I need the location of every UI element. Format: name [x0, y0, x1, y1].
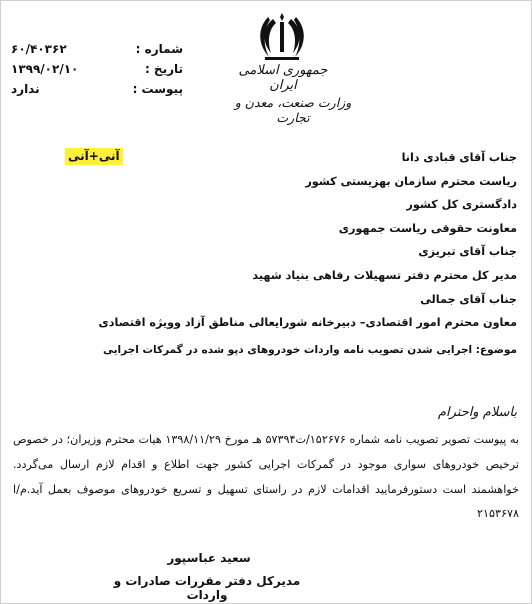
greeting: باسلام واحترام — [437, 405, 517, 420]
urgency-highlight: آنی+آنی — [65, 148, 123, 165]
signatory-name: سعید عباسپور — [167, 551, 251, 565]
signatory-title: مدیرکل دفتر مقررات صادرات و واردات — [113, 574, 301, 602]
recipient-line: مدیر کل محترم دفتر تسهیلات رفاهی بنیاد شهید — [252, 268, 517, 282]
meta-attachment-label: پیوست : — [132, 82, 183, 96]
recipient-line: معاونت حقوقی ریاست جمهوری — [338, 221, 517, 235]
letter-subject: موضوع: اجرایی شدن تصویب نامه واردات خودروهای دپو شده در گمرکات اجرایی — [102, 344, 517, 356]
recipient-line: جناب آقای قبادی دانا — [401, 151, 517, 164]
recipient-line: ریاست محترم سازمان بهزیستی کشور — [305, 174, 517, 188]
meta-date-value: ۱۳۹۹/۰۲/۱۰ — [11, 62, 79, 76]
government-title: جمهوری اسلامی ایران — [238, 63, 328, 93]
meta-attachment-row — [11, 79, 183, 99]
meta-date-label: تاریخ : — [144, 62, 183, 76]
letter-meta — [11, 39, 183, 99]
recipient-line: معاون محترم امور اقتصادی– دبیرخانه شورایعالی مناطق آزاد وویژه اقتصادی — [98, 316, 517, 330]
meta-attachment-value: ندارد — [11, 82, 40, 96]
recipients-list — [37, 146, 517, 335]
meta-number-value: ۶۰/۴۰۳۶۲ — [11, 42, 67, 56]
recipient-line: جناب آقای تبریزی — [418, 245, 517, 259]
recipient-line: جناب آقای جمالی — [420, 292, 517, 306]
meta-number-label: شماره : — [135, 42, 183, 56]
iran-emblem-icon — [259, 11, 305, 63]
meta-number-row — [11, 39, 183, 59]
letter-body: به پیوست تصویر تصویب نامه شماره ۱۵۲۶۷۶/ت۵۷۳۹۴ هـ مورخ ۱۳۹۸/۱۱/۲۹ هیات محترم وزیران؛ در خصوص ترخیص خودروهای سواری موجود در گمرکات اجرایی کشور جهت اطلاع و اقدام لازم ارسال می‌گردد. خواهشمند است دستورفرمایید اقدامات لازم در راستای تسهیل و تسریع خودروهای موصوف بعمل آید.م/ا ۲۱۵۳۶۷۸ — [13, 433, 519, 521]
recipient-line: دادگستری کل کشور — [406, 198, 517, 212]
ministry-title: وزارت صنعت، معدن و تجارت — [234, 95, 352, 125]
meta-date-row — [11, 59, 183, 79]
